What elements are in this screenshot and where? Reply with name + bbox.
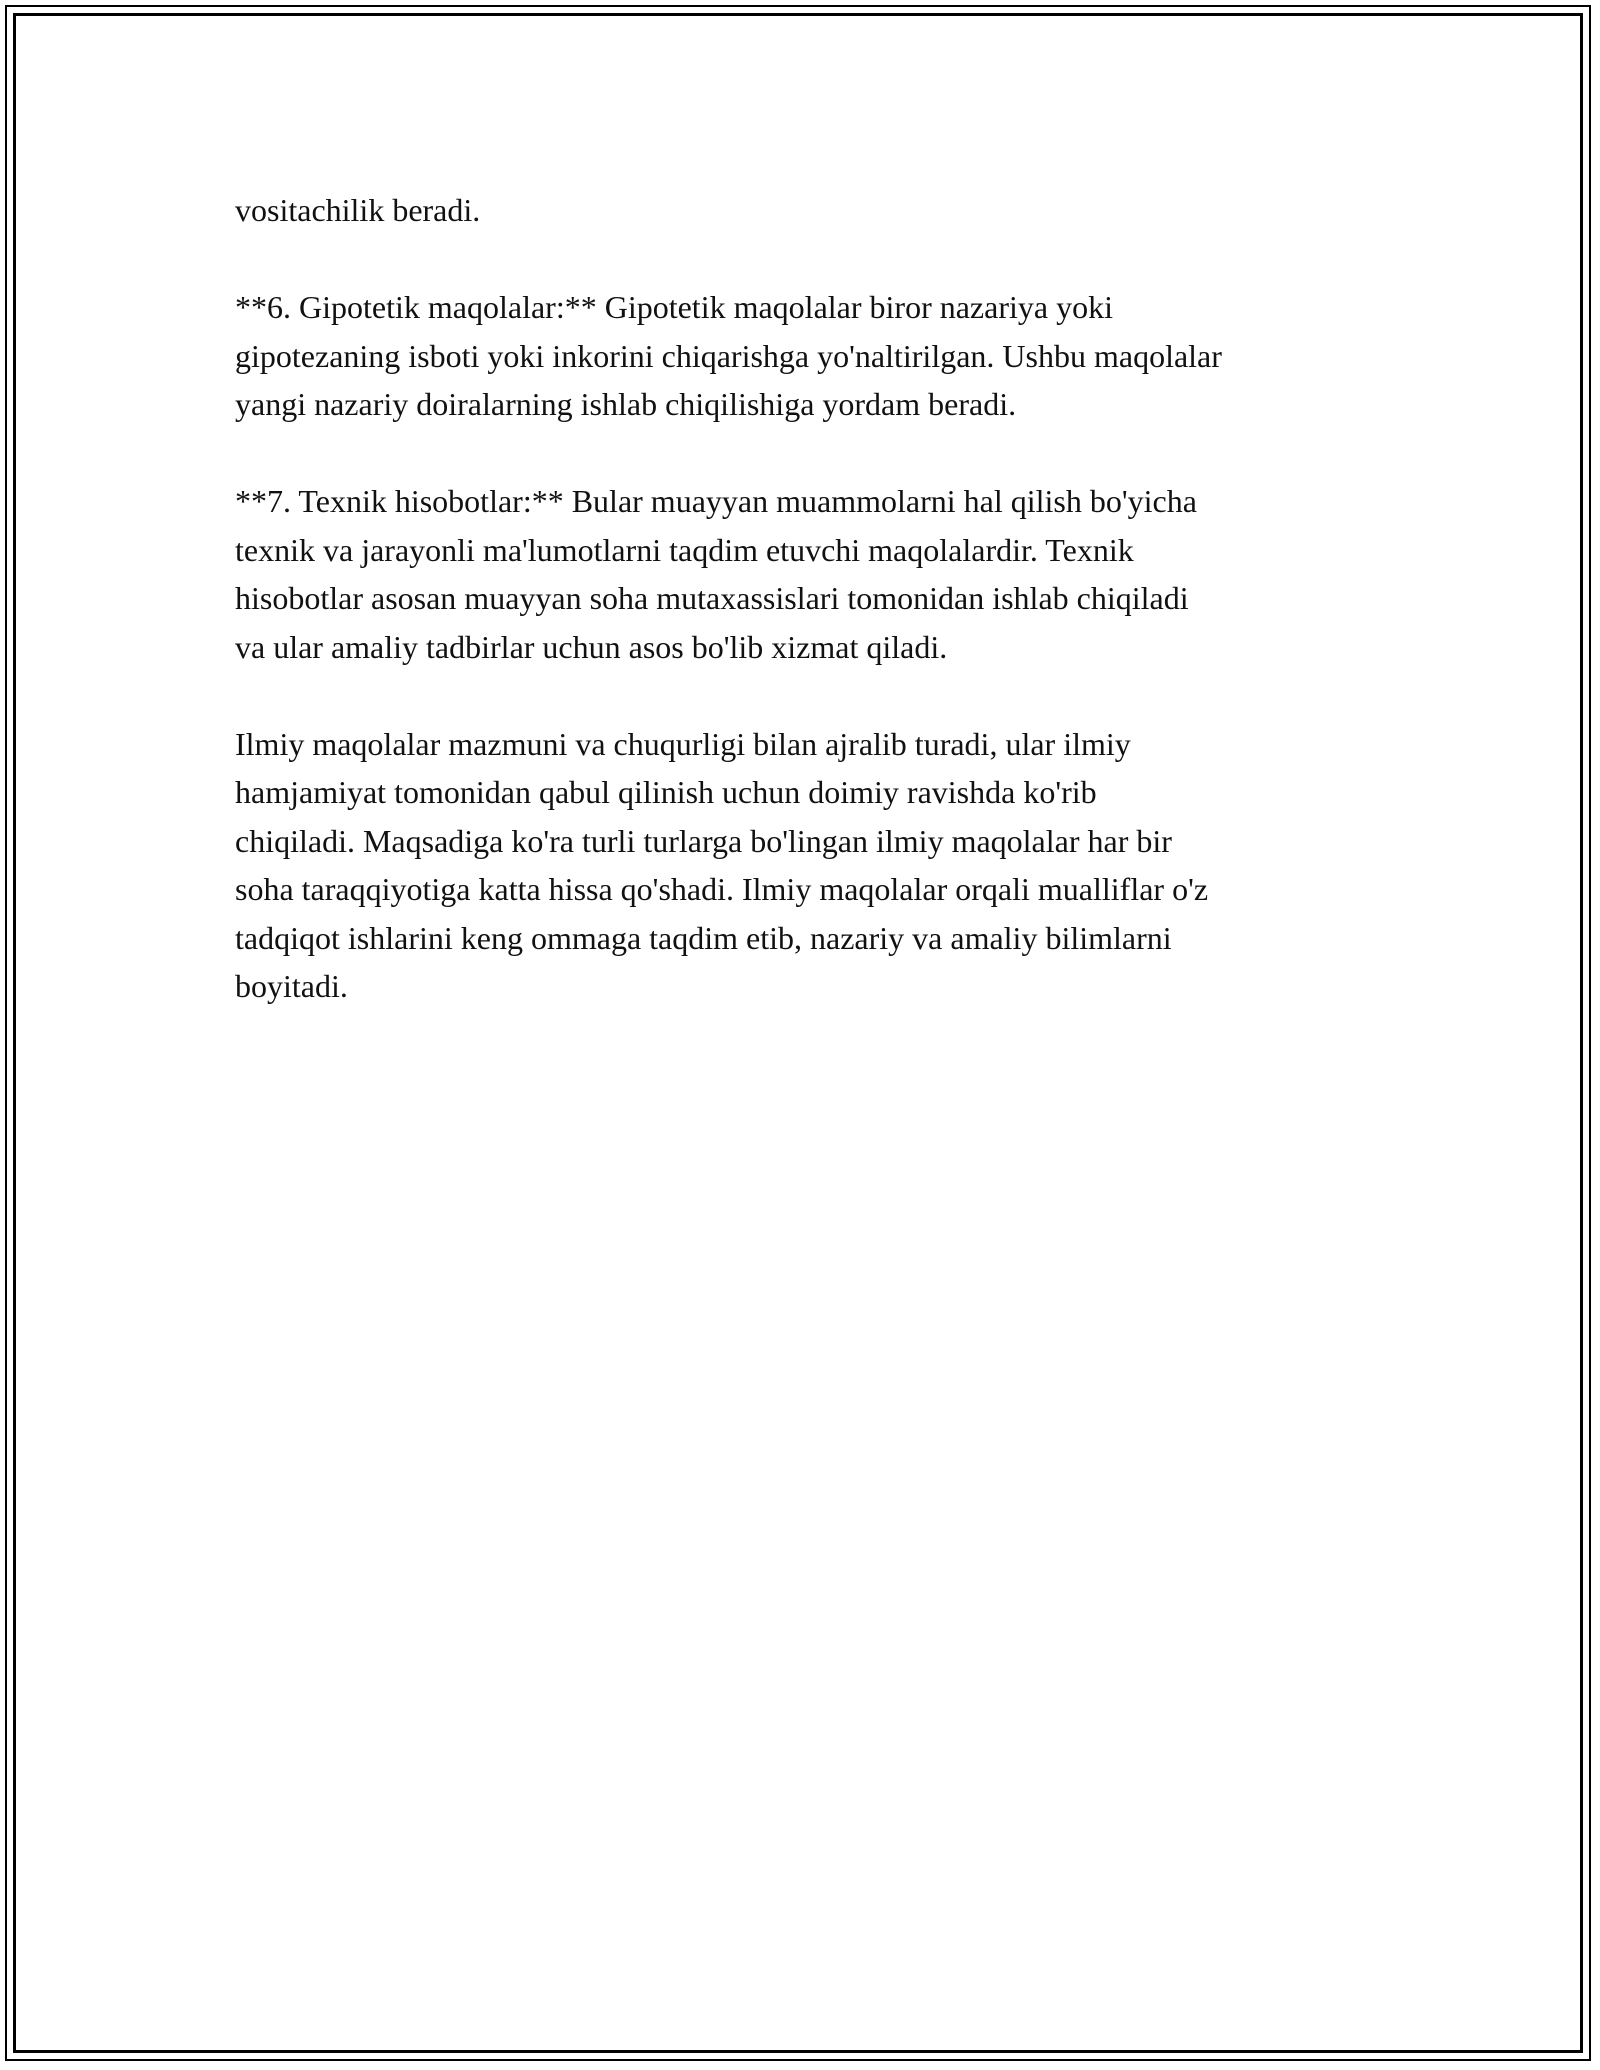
text-line: vositachilik beradi. <box>235 192 481 228</box>
text-line: yangi nazariy doiralarning ishlab chiqilishiga yordam beradi. <box>235 386 1017 422</box>
paragraph-conclusion <box>235 720 1395 1011</box>
paragraph-gipotetik-maqolalar <box>235 283 1395 429</box>
paragraph-continuation <box>235 186 1395 235</box>
text-line: gipotezaning isboti yoki inkorini chiqarishga yo'naltirilgan. Ushbu maqolalar <box>235 337 1222 374</box>
text-line: hamjamiyat tomonidan qabul qilinish uchun doimiy ravishda ko'rib <box>235 774 1097 810</box>
text-line: chiqiladi. Maqsadiga ko'ra turli turlarga bo'lingan ilmiy maqolalar har bir <box>235 822 1172 859</box>
document-body <box>235 186 1395 1059</box>
paragraph-texnik-hisobotlar <box>235 477 1395 671</box>
text-line: **7. Texnik hisobotlar:** Bular muayyan muammolarni hal qilish bo'yicha <box>235 483 1197 519</box>
text-line: va ular amaliy tadbirlar uchun asos bo'lib xizmat qiladi. <box>235 628 948 665</box>
text-line: hisobotlar asosan muayyan soha mutaxassislari tomonidan ishlab chiqiladi <box>235 580 1189 616</box>
text-line: Ilmiy maqolalar mazmuni va chuqurligi bilan ajralib turadi, ular ilmiy <box>235 725 1131 762</box>
text-line: texnik va jarayonli ma'lumotlarni taqdim etuvchi maqolalardir. Texnik <box>235 531 1134 568</box>
text-line: soha taraqqiyotiga katta hissa qo'shadi. Ilmiy maqolalar orqali mualliflar o'z <box>235 871 1209 907</box>
text-line: boyitadi. <box>235 968 348 1004</box>
text-line: tadqiqot ishlarini keng ommaga taqdim etib, nazariy va amaliy bilimlarni <box>235 919 1172 956</box>
text-line: **6. Gipotetik maqolalar:** Gipotetik maqolalar biror nazariya yoki <box>235 289 1113 325</box>
